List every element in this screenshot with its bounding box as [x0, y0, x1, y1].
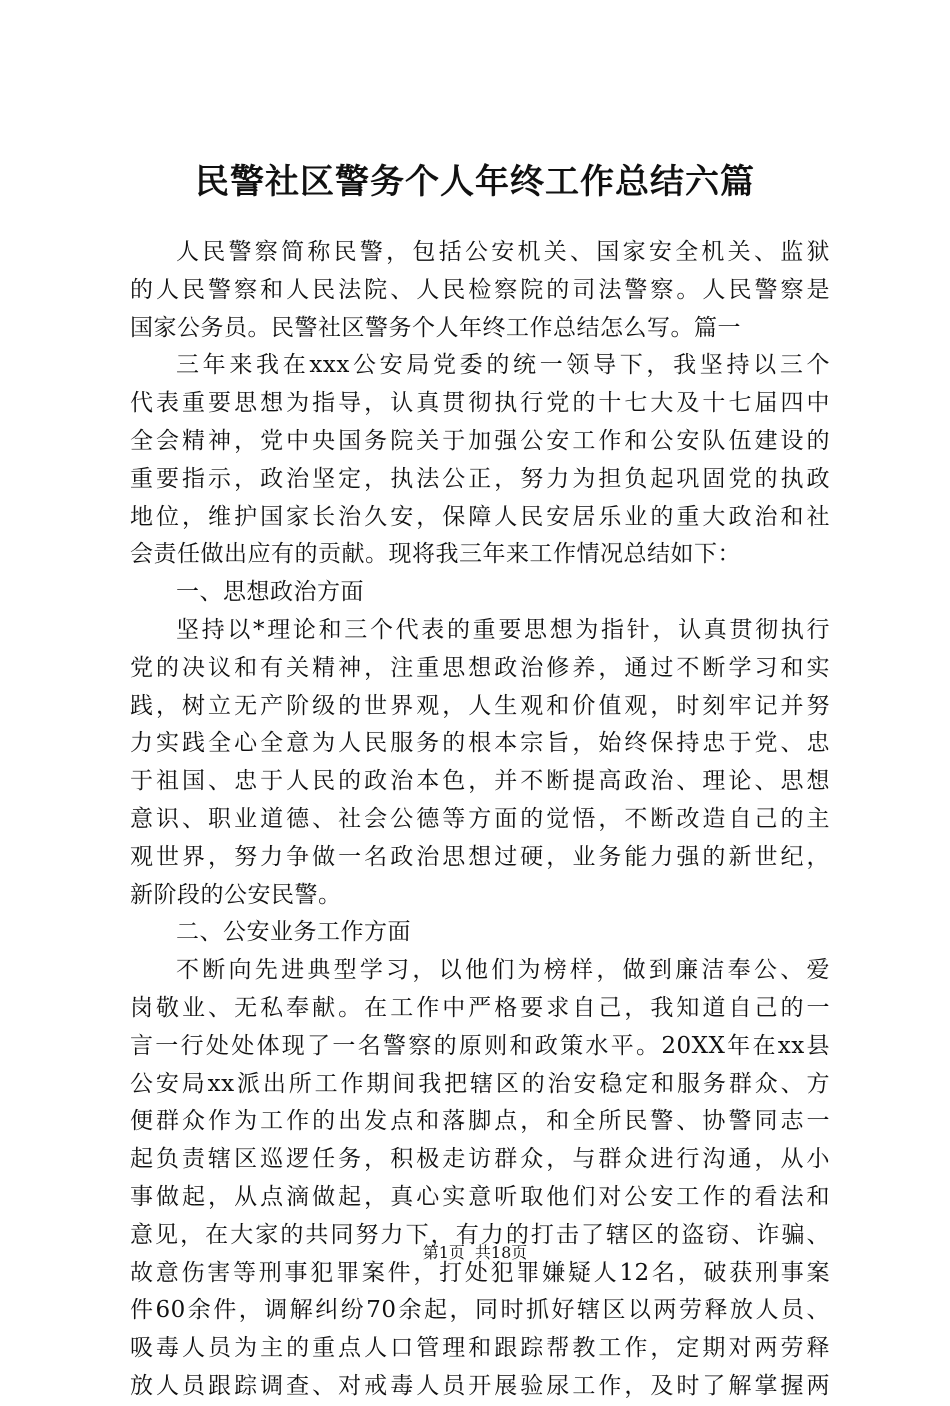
paragraph-line: 重要指示，政治坚定，执法公正，努力为担负起巩固党的执政	[130, 465, 830, 492]
paragraph-line: 吸毒人员为主的重点人口管理和跟踪帮教工作，定期对两劳释	[130, 1335, 830, 1362]
paragraph-line: 人民警察简称民警，包括公安机关、国家安全机关、监狱	[176, 239, 830, 265]
document-title: 民警社区警务个人年终工作总结六篇	[195, 162, 755, 202]
paragraph-line: 三年来我在xxx公安局党委的统一领导下，我坚持以三个	[176, 352, 830, 379]
paragraph-line: 践，树立无产阶级的世界观，人生观和价值观，时刻牢记并努	[130, 692, 830, 719]
paragraph-line: 的人民警察和人民法院、人民检察院的司法警察。人民警察是	[130, 276, 830, 303]
paragraph-line: 事做起，从点滴做起，真心实意听取他们对公安工作的看法和	[130, 1183, 830, 1210]
paragraph-line: 全会精神，党中央国务院关于加强公安工作和公安队伍建设的	[130, 427, 830, 454]
paragraph-line: 便群众作为工作的出发点和落脚点，和全所民警、协警同志一	[130, 1108, 830, 1135]
paragraph-line: 岗敬业、无私奉献。在工作中严格要求自己，我知道自己的一	[130, 994, 830, 1021]
section-heading: 二、公安业务工作方面	[176, 919, 411, 946]
paragraph-line: 地位，维护国家长治久安，保障人民安居乐业的重大政治和社	[130, 503, 830, 530]
paragraph-line: 不断向先进典型学习，以他们为榜样，做到廉洁奉公、爱	[176, 957, 830, 984]
paragraph-line: 观世界，努力争做一名政治思想过硬，业务能力强的新世纪，	[130, 843, 830, 870]
section-heading: 一、思想政治方面	[176, 579, 364, 606]
paragraph-line: 力实践全心全意为人民服务的根本宗旨，始终保持忠于党、忠	[130, 730, 830, 757]
paragraph-line: 坚持以*理论和三个代表的重要思想为指针，认真贯彻执行	[176, 616, 830, 643]
paragraph-line: 起负责辖区巡逻任务，积极走访群众，与群众进行沟通，从小	[130, 1146, 830, 1173]
page-footer	[0, 1241, 950, 1265]
paragraph-line: 会责任做出应有的贡献。现将我三年来工作情况总结如下：	[130, 541, 741, 568]
paragraph-line: 党的决议和有关精神，注重思想政治修养，通过不断学习和实	[130, 654, 830, 681]
paragraph-line: 代表重要思想为指导，认真贯彻执行党的十七大及十七届四中	[130, 390, 830, 417]
page-total: 共18页	[474, 1243, 528, 1262]
paragraph-line: 国家公务员。民警社区警务个人年终工作总结怎么写。篇一	[130, 314, 741, 341]
paragraph-line: 新阶段的公安民警。	[130, 881, 342, 908]
paragraph-line: 言一行处处体现了一名警察的原则和政策水平。20XX年在xx县	[130, 1032, 830, 1059]
page-number: 第1页	[422, 1243, 465, 1262]
paragraph-line: 故意伤害等刑事犯罪案件，打处犯罪嫌疑人12名，破获刑事案	[130, 1259, 830, 1286]
paragraph-line: 放人员跟踪调查、对戒毒人员开展验尿工作，及时了解掌握两	[130, 1372, 830, 1399]
paragraph-line: 公安局xx派出所工作期间我把辖区的治安稳定和服务群众、方	[130, 1070, 830, 1097]
paragraph-line: 意见，在大家的共同努力下，有力的打击了辖区的盗窃、诈骗、	[130, 1221, 830, 1248]
paragraph-line: 意识、职业道德、社会公德等方面的觉悟，不断改造自己的主	[130, 805, 830, 832]
paragraph-line: 件60余件，调解纠纷70余起，同时抓好辖区以两劳释放人员、	[130, 1297, 830, 1324]
document-body	[130, 234, 830, 1406]
paragraph-line: 于祖国、忠于人民的政治本色，并不断提高政治、理论、思想	[130, 768, 830, 795]
